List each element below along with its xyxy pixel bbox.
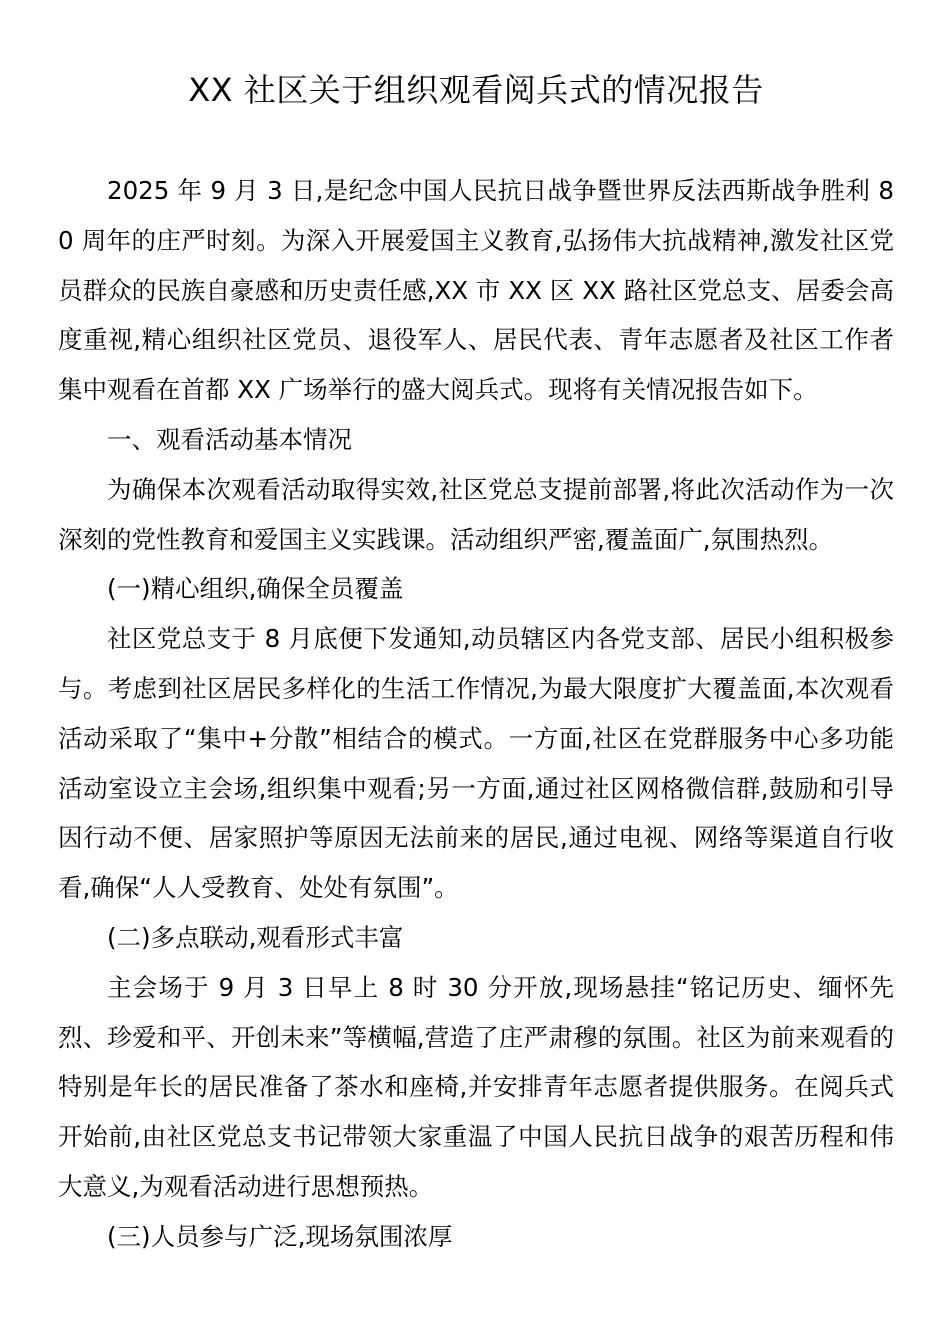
subsection-heading-1: (一)精心组织,确保全员覆盖 (107, 574, 404, 604)
document-page (58, 62, 894, 1262)
paragraph-section-1: 为确保本次观看活动取得实效,社区党总支提前部署,将此次活动作为一次深刻的党性教育和爱国主义实践课。活动组织严密,覆盖面广,氛围热烈。 (58, 474, 894, 554)
paragraph-subsection-1: 社区党总支于 8 月底便下发通知,动员辖区内各党支部、居民小组积极参与。考虑到社区居民多样化的生活工作情况,为最大限度扩大覆盖面,本次观看活动采取了“集中+分散”相结合的模式。一方面,社区在党群服务中心多功能活动室设立主会场,组织集中观看;另一方面,通过社区网格微信群,鼓励和引导因行动不便、居家照护等原因无法前来的居民,通过电视、网络等渠道自行收看,确保“人人受教育、处处有氛围”。 (58, 624, 894, 903)
paragraph-subsection-2: 主会场于 9 月 3 日早上 8 时 30 分开放,现场悬挂“铭记历史、缅怀先烈、珍爱和平、开创未来”等横幅,营造了庄严肃穆的氛围。社区为前来观看的特别是年长的居民准备了茶水和座椅,并安排青年志愿者提供服务。在阅兵式开始前,由社区党总支书记带领大家重温了中国人民抗日战争的艰苦历程和伟大意义,为观看活动进行思想预热。 (58, 972, 894, 1201)
subsection-heading-2: (二)多点联动,观看形式丰富 (107, 922, 404, 952)
paragraph-intro: 2025 年 9 月 3 日,是纪念中国人民抗日战争暨世界反法西斯战争胜利 80 周年的庄严时刻。为深入开展爱国主义教育,弘扬伟大抗战精神,激发社区党员群众的民族自豪感和历史责任感,XX 市 XX 区 XX 路社区党总支、居委会高度重视,精心组织社区党员、退役军人、居民代表、青年志愿者及社区工作者集中观看在首都 XX 广场举行的盛大阅兵式。现将有关情况报告如下。 (58, 176, 894, 405)
document-title: XX 社区关于组织观看阅兵式的情况报告 (188, 71, 764, 109)
section-heading-1: 一、观看活动基本情况 (107, 424, 352, 454)
document-body (58, 166, 894, 1262)
subsection-heading-3: (三)人员参与广泛,现场氛围浓厚 (107, 1221, 453, 1251)
